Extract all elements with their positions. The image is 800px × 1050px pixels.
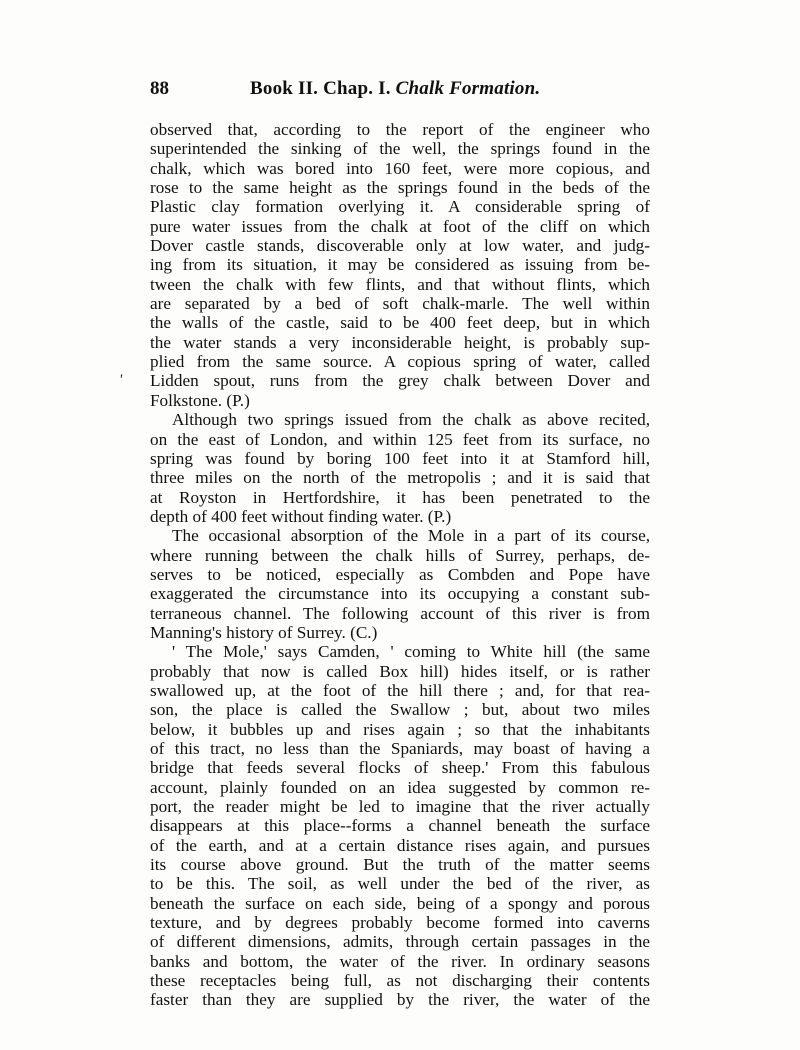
- text-line: account, plainly founded on an idea suggested by common re-: [150, 777, 650, 797]
- text-line: ing from its situation, it may be considered as issuing from be-: [150, 255, 650, 275]
- text-line: beneath the surface on each side, being of a spongy and porous: [150, 893, 650, 913]
- text-line: to be this. The soil, as well under the bed of the river, as: [150, 874, 650, 894]
- text-line: observed that, according to the report of the engineer who: [150, 120, 650, 139]
- text-line: port, the reader might be led to imagine that the river actually: [150, 797, 650, 817]
- text-line: terraneous channel. The following account of this river is from: [150, 603, 650, 623]
- text-line: Manning's history of Surrey. (C.): [150, 622, 378, 642]
- text-line: serves to be noticed, especially as Combden and Pope have: [150, 564, 650, 584]
- running-head: [250, 78, 540, 100]
- text-line: plied from the same source. A copious spring of water, called: [150, 352, 650, 372]
- text-line: disappears at this place--forms a channel beneath the surface: [150, 816, 650, 836]
- text-line: of this tract, no less than the Spaniards, may boast of having a: [150, 739, 650, 758]
- text-line: these receptacles being full, as not discharging their contents: [150, 971, 650, 991]
- text-line: on the east of London, and within 125 feet from its surface, no: [150, 429, 650, 449]
- text-line: where running between the chalk hills of Surrey, perhaps, de-: [150, 545, 650, 565]
- text-line: chalk, which was bored into 160 feet, were more copious, and: [150, 158, 650, 178]
- text-line: Dover castle stands, discoverable only at low water, and judg-: [150, 236, 650, 256]
- text-line: exaggerated the circumstance into its occupying a constant sub-: [150, 584, 650, 604]
- text-line: below, it bubbles up and rises again ; so that the inhabitants: [150, 719, 650, 739]
- text-line: faster than they are supplied by the river, the water of the: [150, 990, 650, 1010]
- text-line: pure water issues from the chalk at foot of the cliff on which: [150, 216, 650, 236]
- text-line: of different dimensions, admits, through certain passages in the: [150, 932, 650, 952]
- text-line: the water stands a very inconsiderable height, is probably sup-: [150, 332, 650, 352]
- text-line: the walls of the castle, said to be 400 feet deep, but in which: [150, 313, 650, 333]
- text-line: spring was found by boring 100 feet into it at Stamford hill,: [150, 448, 650, 468]
- text-line: tween the chalk with few flints, and that without flints, which: [150, 274, 650, 294]
- text-line: are separated by a bed of soft chalk-marle. The well within: [150, 294, 650, 314]
- text-line: Lidden spout, runs from the grey chalk between Dover and: [150, 371, 650, 391]
- text-line: bridge that feeds several flocks of sheep.' From this fabulous: [150, 758, 650, 778]
- text-line: of the earth, and at a certain distance rises again, and pursues: [150, 835, 650, 855]
- text-line: at Royston in Hertfordshire, it has been penetrated to the: [150, 487, 650, 507]
- text-line: Although two springs issued from the chalk as above recited,: [172, 410, 650, 430]
- text-line: swallowed up, at the foot of the hill there ; and, for that rea-: [150, 680, 650, 700]
- text-line: son, the place is called the Swallow ; but, about two miles: [150, 700, 650, 720]
- text-line: ' The Mole,' says Camden, ' coming to White hill (the same: [172, 642, 650, 662]
- text-line: its course above ground. But the truth of the matter seems: [150, 855, 650, 875]
- page-header: [150, 78, 650, 104]
- page-number: 88: [150, 78, 169, 99]
- margin-mark: ': [119, 372, 123, 388]
- text-line: rose to the same height as the springs found in the beds of the: [150, 178, 650, 198]
- text-line: Folkstone. (P.): [150, 390, 250, 410]
- text-line: probably that now is called Box hill) hides itself, or is rather: [150, 661, 650, 681]
- text-line: superintended the sinking of the well, the springs found in the: [150, 139, 650, 159]
- text-line: depth of 400 feet without finding water. (P.): [150, 506, 452, 526]
- text-line: banks and bottom, the water of the river. In ordinary seasons: [150, 951, 650, 971]
- text-line: texture, and by degrees probably become formed into caverns: [150, 913, 650, 933]
- section-title: Chalk Formation.: [395, 78, 541, 99]
- text-line: three miles on the north of the metropolis ; and it is said that: [150, 468, 650, 488]
- book-chapter: Book II. Chap. I.: [250, 78, 391, 99]
- text-line: The occasional absorption of the Mole in a part of its course,: [172, 526, 650, 546]
- text-line: Plastic clay formation overlying it. A considerable spring of: [150, 197, 650, 217]
- body-text: [150, 120, 650, 1010]
